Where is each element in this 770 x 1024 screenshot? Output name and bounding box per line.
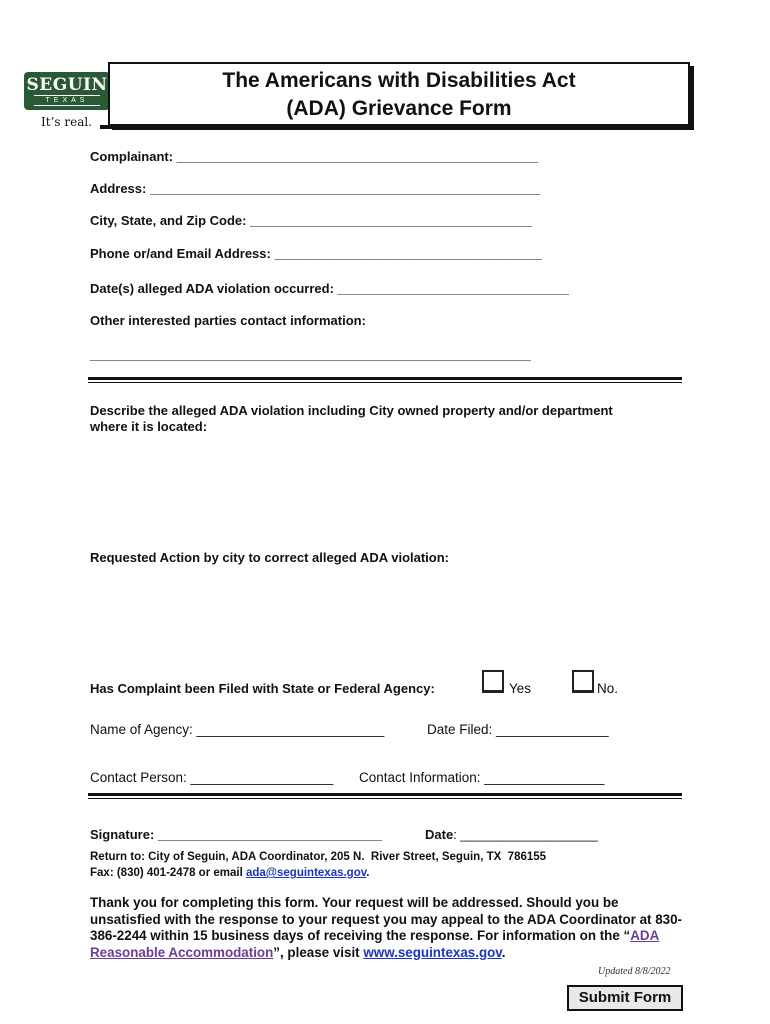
section-divider-2 bbox=[88, 793, 682, 796]
complainant-field[interactable]: Complainant: __________________________________________________ bbox=[90, 149, 539, 164]
section-divider-2-thin bbox=[88, 798, 682, 799]
email-link[interactable]: ada@seguintexas.gov bbox=[245, 867, 367, 879]
contact-information-field[interactable]: Contact Information: ________________ bbox=[359, 770, 605, 785]
form-title-line1: The Americans with Disabilities Act bbox=[222, 69, 576, 92]
requested-action-input-area[interactable] bbox=[88, 570, 682, 665]
city-state-zip-field[interactable]: City, State, and Zip Code: _______________________________________ bbox=[90, 213, 533, 228]
website-link[interactable]: www.seguintexas.gov bbox=[363, 944, 502, 960]
return-to-fax bbox=[90, 867, 369, 879]
no-checkbox[interactable] bbox=[572, 670, 594, 693]
submit-form-button[interactable]: Submit Form bbox=[567, 985, 683, 1011]
address-field[interactable]: Address: ______________________________________________________ bbox=[90, 181, 541, 196]
filed-question: Has Complaint been Filed with State or Federal Agency: bbox=[90, 681, 435, 696]
ada-accommodation-link[interactable]: ADA Reasonable Accommodation bbox=[90, 928, 660, 960]
thanks-text-1: Thank you for completing this form. Your request will be addressed. Should you be unsatisfied with the response to your request you may appeal to the ADA Coordinator at 830-386-2244 within 15 business days of receiving the response. For information on the “ bbox=[90, 895, 683, 943]
other-parties-label: Other interested parties contact information: bbox=[90, 313, 366, 328]
violation-date-field[interactable]: Date(s) alleged ADA violation occurred: ________________________________ bbox=[90, 281, 569, 296]
fax-end: . bbox=[366, 867, 370, 879]
describe-input-area[interactable] bbox=[88, 440, 682, 540]
form-title-line2: (ADA) Grievance Form bbox=[286, 97, 512, 120]
phone-email-field[interactable]: Phone or/and Email Address: _____________________________________ bbox=[90, 246, 542, 261]
return-to-address: Return to: City of Seguin, ADA Coordinator, 205 N. River Street, Seguin, TX 786155 bbox=[90, 851, 547, 863]
updated-date: Updated 8/8/2022 bbox=[598, 966, 671, 977]
signature-date-label: Date bbox=[425, 827, 454, 842]
thank-you-paragraph bbox=[90, 895, 690, 961]
logo-sub: TEXAS bbox=[45, 97, 89, 104]
fax-text: Fax: (830) 401-2478 or email bbox=[90, 867, 246, 879]
signature-date-line: : ___________________ bbox=[453, 827, 598, 842]
logo-name: SEGUIN bbox=[26, 75, 108, 95]
yes-label: Yes bbox=[509, 681, 532, 696]
signature-field[interactable]: Signature: _______________________________ bbox=[90, 827, 383, 842]
title-box bbox=[108, 62, 690, 126]
describe-label-line1: Describe the alleged ADA violation including City owned property and/or department bbox=[90, 403, 613, 418]
requested-action-label: Requested Action by city to correct alleged ADA violation: bbox=[90, 550, 450, 565]
seguin-logo bbox=[24, 72, 110, 110]
describe-label-line2: where it is located: bbox=[90, 419, 208, 434]
other-parties-field[interactable]: _____________________________________________________________ bbox=[90, 347, 532, 362]
thanks-text-2: ”, please visit bbox=[273, 944, 364, 960]
section-divider bbox=[88, 377, 682, 380]
signature-date-field[interactable] bbox=[425, 827, 598, 842]
yes-checkbox[interactable] bbox=[482, 670, 504, 693]
section-divider-thin bbox=[88, 382, 682, 383]
thanks-text-3: . bbox=[501, 944, 506, 960]
agency-name-field[interactable]: Name of Agency: _________________________ bbox=[90, 722, 385, 737]
date-filed-field[interactable]: Date Filed: _______________ bbox=[427, 722, 609, 737]
logo-tagline: It’s real. bbox=[41, 115, 92, 129]
contact-person-field[interactable]: Contact Person: ___________________ bbox=[90, 770, 334, 785]
no-label: No. bbox=[597, 681, 619, 696]
